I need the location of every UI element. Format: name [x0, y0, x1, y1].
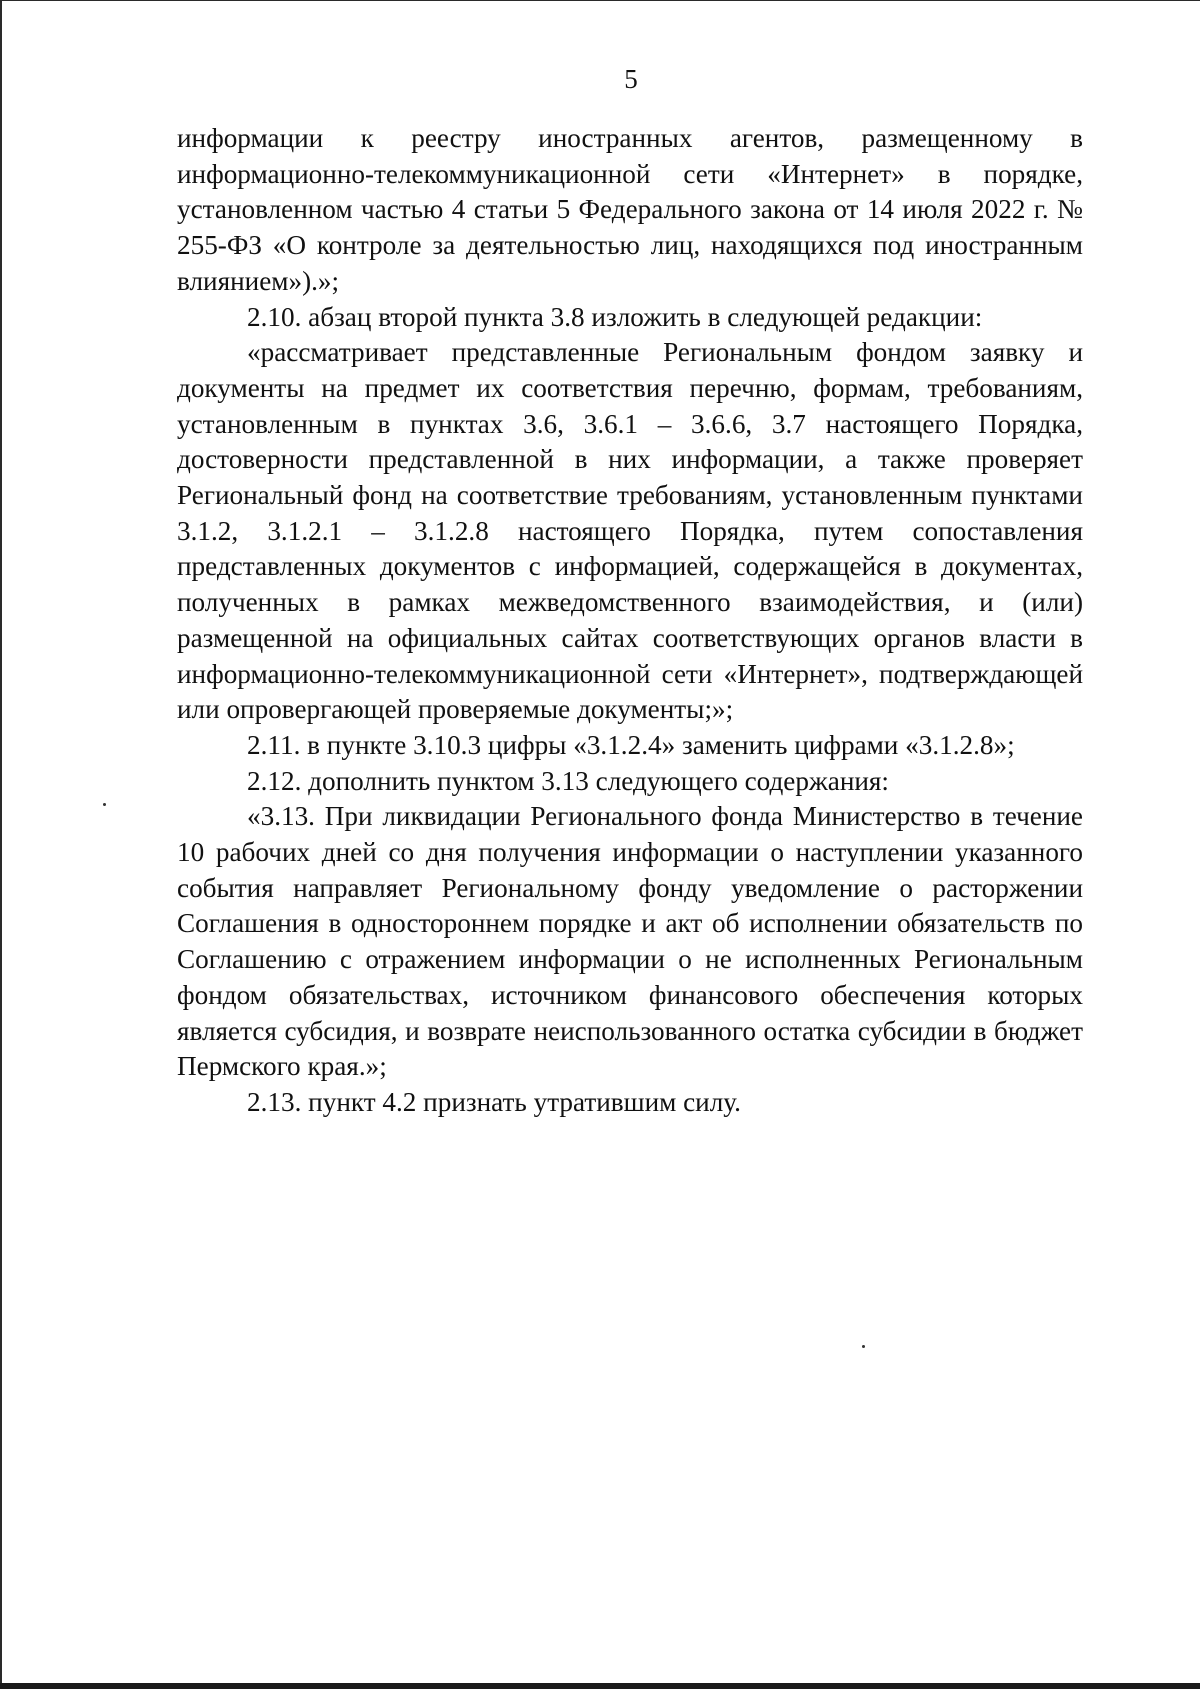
scan-edge-bottom [0, 1683, 1200, 1689]
scan-edge-top [0, 0, 1200, 1]
paragraph-quoted-text-3-13: «3.13. При ликвидации Регионального фонда Министерство в течение 10 рабочих дней со дня получения информации о наступлении указанного события направляет Региональному фонду уведомление о расторжении Соглашения в одностороннем порядке и акт об исполнении обязательств по Соглашению с отражением информации о не исполненных Региональным фондом обязательствах, источником финансового обеспечения которых является субсидия, и возврате неиспользованного остатка субсидии в бюджет Пермского края.»; [177, 801, 1083, 1082]
paragraph-continuation: информации к реестру иностранных агентов, размещенному в информационно-телекоммуникационной сети «Интернет» в порядке, установленном частью 4 статьи 5 Федерального закона от 14 июля 2022 г. № 255-ФЗ «О контроле за деятельностью лиц, находящихся под иностранным влиянием»).»; [177, 123, 1083, 296]
paragraph-quoted-text-3-8: «рассматривает представленные Региональным фондом заявку и документы на предмет их соответствия перечню, формам, требованиям, установленным в пунктах 3.6, 3.6.1 – 3.6.6, 3.7 настоящего Порядка, достоверности представленной в них информации, а также проверяет Региональный фонд на соответствие требованиям, установленным пунктами 3.1.2, 3.1.2.1 – 3.1.2.8 настоящего Порядка, путем сопоставления представленных документов с информацией, содержащейся в документах, полученных в рамках межведомственного взаимодействия, и (или) размещенной на официальных сайтах соответствующих органов власти в информационно-телекоммуникационной сети «Интернет», подтверждающей или опровергающей проверяемые документы;»; [177, 337, 1083, 725]
paragraph-item-2-11: 2.11. в пункте 3.10.3 цифры «3.1.2.4» заменить цифрами «3.1.2.8»; [247, 729, 1015, 760]
scan-speck [103, 803, 106, 806]
scan-speck [862, 1345, 865, 1348]
scan-edge-left [0, 0, 2, 1689]
paragraph-item-2-10: 2.10. абзац второй пункта 3.8 изложить в следующей редакции: [247, 301, 983, 332]
document-body [177, 121, 1083, 1121]
paragraph-item-2-13: 2.13. пункт 4.2 признать утратившим силу. [247, 1086, 741, 1117]
page-number: 5 [624, 64, 638, 94]
paragraph-item-2-12: 2.12. дополнить пунктом 3.13 следующего содержания: [247, 765, 889, 796]
